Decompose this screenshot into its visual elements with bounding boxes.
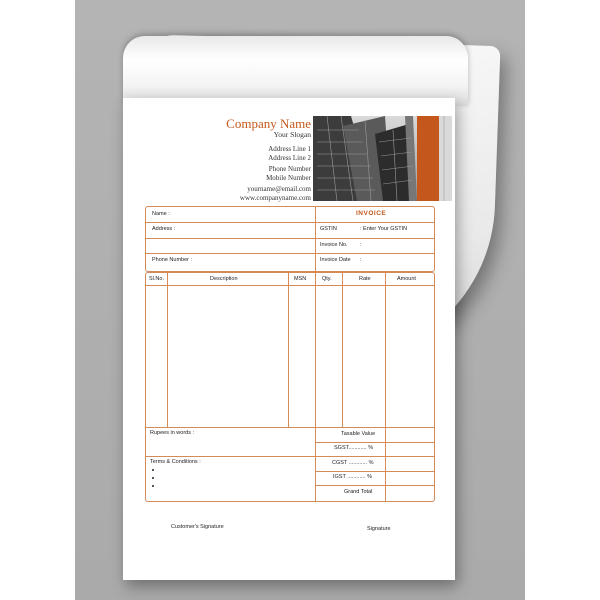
bullet-icon [152,469,154,471]
sgst-label: SGST............ % [334,445,374,451]
gstin-value: : Enter Your GSTIN [360,226,408,232]
grand-total-label: Grand Total [344,489,373,495]
gstin-label: GSTIN [320,226,337,232]
address-line-2: Address Line 2 [268,153,311,162]
invoice-date-sep: : [360,257,362,263]
company-slogan: Your Slogan [273,130,311,139]
pad-binding-curl [123,36,468,106]
company-email: yourname@email.com [247,185,311,193]
invoice-sheet [123,98,455,580]
column-divider [342,273,343,427]
taxable-value-label: Taxable Value [341,431,376,437]
divider [315,485,434,486]
cgst-label: CGST ............ % [332,460,374,466]
divider [315,207,316,271]
building-photo [313,116,452,201]
address-field-label: Address : [152,226,176,232]
column-divider [385,273,386,501]
divider [146,456,434,457]
igst-label: IGST ............ % [333,474,373,480]
company-address [268,145,311,162]
company-phones [266,165,311,182]
column-divider [315,273,316,501]
address-line-1: Address Line 1 [268,145,311,153]
invoice-no-label: Invoice No. [320,242,348,248]
col-header-description: Description [210,276,238,282]
col-header-slno: Sl.No. [149,276,164,282]
customer-signature-label: Customer's Signature [171,524,224,530]
column-divider [167,273,168,427]
divider [146,253,434,254]
divider [315,471,434,472]
col-header-qty: Qty. [322,276,332,282]
table-header-divider [146,285,434,286]
divider [146,238,434,239]
column-divider [288,273,289,427]
phone-field-label: Phone Number : [152,257,193,263]
background-strip [124,578,454,600]
invoice-date-label: Invoice Date [320,257,351,263]
invoice-no-sep: : [360,242,362,248]
rupees-in-words-label: Rupees in words : [150,430,195,436]
customer-info-box [145,206,435,272]
bullet-icon [152,477,154,479]
terms-label: Terms & Conditions : [150,459,201,465]
bullet-icon [152,485,154,487]
mobile-number: Mobile Number [266,173,311,182]
invoice-title: INVOICE [356,210,387,217]
divider [146,427,434,428]
col-header-rate: Rate [359,276,371,282]
company-contact [240,185,311,202]
items-table [145,272,435,502]
phone-number: Phone Number [268,165,311,173]
company-website: www.companyname.com [239,193,311,202]
divider [146,222,434,223]
company-name: Company Name [226,116,311,131]
col-header-amount: Amount [397,276,416,282]
name-field-label: Name : [152,211,170,217]
divider [315,442,434,443]
col-header-msn: MSN [294,276,307,282]
signature-label: Signature [367,526,391,532]
